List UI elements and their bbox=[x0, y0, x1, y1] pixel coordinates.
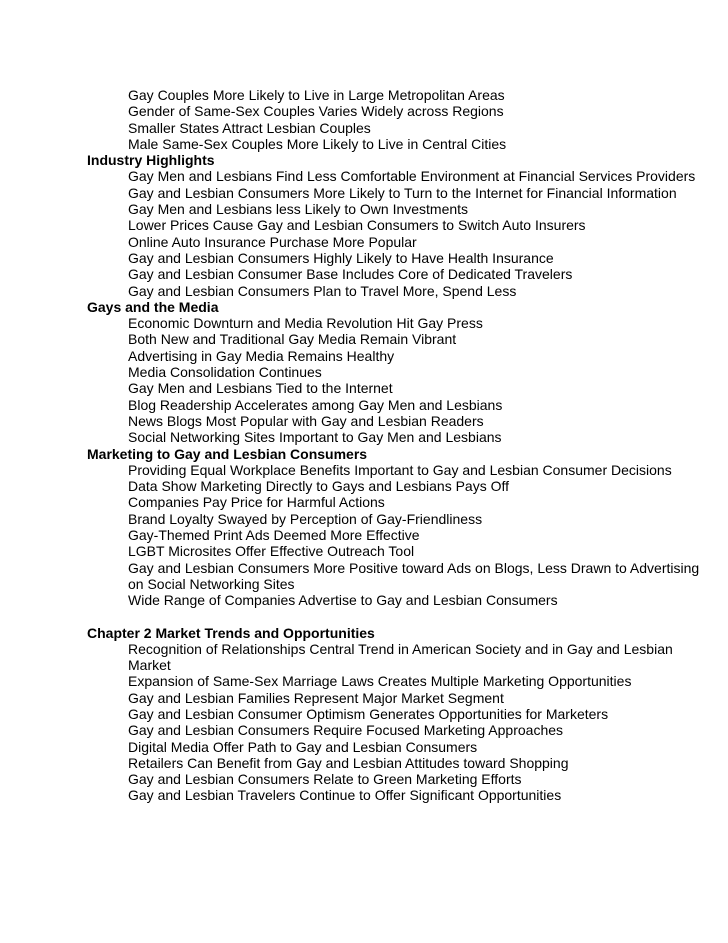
toc-section bbox=[87, 299, 707, 446]
toc-entry: Gay and Lesbian Families Represent Major Market Segment bbox=[128, 689, 504, 706]
toc-entry: Gender of Same-Sex Couples Varies Widely across Regions bbox=[128, 103, 504, 120]
toc-entry: Social Networking Sites Important to Gay Men and Lesbians bbox=[128, 429, 502, 446]
toc-entry: Digital Media Offer Path to Gay and Lesbian Consumers bbox=[128, 738, 478, 755]
toc-entry: Gay and Lesbian Consumer Optimism Generates Opportunities for Marketers bbox=[128, 705, 609, 722]
toc-entry: Both New and Traditional Gay Media Remain Vibrant bbox=[128, 331, 457, 348]
toc-entry: Gay and Lesbian Consumers More Likely to Turn to the Internet for Financial Information bbox=[128, 184, 677, 201]
toc-entry: Companies Pay Price for Harmful Actions bbox=[128, 494, 385, 511]
toc-entry: Gay-Themed Print Ads Deemed More Effective bbox=[128, 527, 420, 544]
toc-entry: Gay and Lesbian Consumers Highly Likely to Have Health Insurance bbox=[128, 249, 554, 266]
toc-entry: Blog Readership Accelerates among Gay Men and Lesbians bbox=[128, 396, 503, 413]
toc-entry: Gay and Lesbian Consumers Relate to Green Marketing Efforts bbox=[128, 771, 522, 788]
section-item-list bbox=[87, 315, 707, 445]
section-heading: Gays and the Media bbox=[87, 298, 219, 315]
section-item-list bbox=[87, 641, 707, 804]
toc-section bbox=[87, 446, 707, 609]
toc-entry: Smaller States Attract Lesbian Couples bbox=[128, 119, 371, 136]
toc-entry: Expansion of Same-Sex Marriage Laws Creates Multiple Marketing Opportunities bbox=[128, 673, 632, 690]
toc-entry: Economic Downturn and Media Revolution Hit Gay Press bbox=[128, 315, 483, 332]
section-heading: Marketing to Gay and Lesbian Consumers bbox=[87, 445, 368, 462]
section-heading: Industry Highlights bbox=[87, 152, 215, 169]
toc-entry: News Blogs Most Popular with Gay and Lesbian Readers bbox=[128, 412, 484, 429]
toc-entry: Gay Men and Lesbians less Likely to Own Investments bbox=[128, 201, 469, 218]
toc-entry: Gay and Lesbian Travelers Continue to Offer Significant Opportunities bbox=[128, 787, 562, 804]
toc-entry: Gay and Lesbian Consumers More Positive toward Ads on Blogs, Less Drawn to Advertising on Social Networking Sites bbox=[128, 559, 700, 592]
section-heading: Chapter 2 Market Trends and Opportunities bbox=[87, 624, 375, 641]
toc-section bbox=[87, 625, 707, 804]
section-item-list bbox=[87, 168, 707, 298]
toc-entry: Gay Men and Lesbians Find Less Comfortable Environment at Financial Services Providers bbox=[128, 168, 696, 185]
toc-entry: Online Auto Insurance Purchase More Popular bbox=[128, 233, 417, 250]
toc-entry: Lower Prices Cause Gay and Lesbian Consumers to Switch Auto Insurers bbox=[128, 217, 586, 234]
toc-section bbox=[87, 152, 707, 299]
toc-entry: Wide Range of Companies Advertise to Gay and Lesbian Consumers bbox=[128, 592, 558, 609]
toc-entry: Data Show Marketing Directly to Gays and Lesbians Pays Off bbox=[128, 478, 510, 495]
toc-entry: Recognition of Relationships Central Trend in American Society and in Gay and Lesbian Market bbox=[128, 640, 673, 674]
toc-entry: Male Same-Sex Couples More Likely to Live in Central Cities bbox=[128, 135, 507, 152]
toc-entry: Media Consolidation Continues bbox=[128, 364, 322, 381]
toc-entry: Gay Couples More Likely to Live in Large Metropolitan Areas bbox=[128, 87, 505, 103]
toc-entry: Providing Equal Workplace Benefits Important to Gay and Lesbian Consumer Decisions bbox=[128, 461, 672, 478]
toc-entry: Gay Men and Lesbians Tied to the Internet bbox=[128, 380, 393, 397]
section-item-list bbox=[87, 462, 707, 609]
table-of-contents bbox=[87, 87, 707, 804]
toc-entry: Brand Loyalty Swayed by Perception of Gay-Friendliness bbox=[128, 510, 483, 527]
toc-entry: Gay and Lesbian Consumers Require Focused Marketing Approaches bbox=[128, 722, 564, 739]
toc-entry: LGBT Microsites Offer Effective Outreach Tool bbox=[128, 543, 415, 560]
toc-entry: Gay and Lesbian Consumer Base Includes Core of Dedicated Travelers bbox=[128, 266, 573, 283]
section-item-list bbox=[87, 87, 707, 152]
toc-entry: Retailers Can Benefit from Gay and Lesbian Attitudes toward Shopping bbox=[128, 754, 569, 771]
toc-section bbox=[87, 87, 707, 152]
toc-entry: Advertising in Gay Media Remains Healthy bbox=[128, 347, 395, 364]
toc-entry: Gay and Lesbian Consumers Plan to Travel More, Spend Less bbox=[128, 282, 517, 299]
